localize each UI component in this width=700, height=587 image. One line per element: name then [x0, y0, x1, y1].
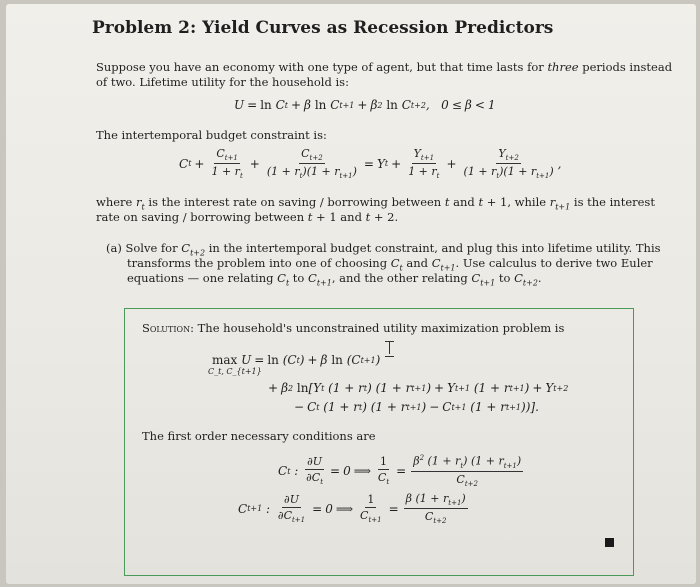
where-line-1: where $r_t$ is the interest rate on saving / borrowing between t and t + 1, while $r_{t+1}$ is the interest [96, 195, 655, 212]
document-page [6, 4, 696, 584]
foc-ct1: C t+1 : $\frac{\partial U}{\partial C_{t+1}}$ = 0 ⟹ $\frac{1}{C_{t+1}}$ = $\frac{\beta (1 + r_{t+1})}{C_{t+2}}$ [238, 492, 466, 526]
max-subscript: C_t, C_{t+1} [208, 367, 262, 376]
budget-constraint-equation: C t + $\frac{C_{t+1}}{1 + r_t}$ + $\frac{C_{t+2}}{(1 + r_t)(1 + r_{t+1})}$ = Y t + $\frac{Y_{t+1}}{1 + r_t}$ + $\frac{Y_{t+2}}{(1 + r_t)(1 + r_{t+1})}$ , [179, 147, 562, 181]
foc-ct: C t : $\frac{\partial U}{\partial C_t}$ = 0 ⟹ $\frac{1}{C_t}$ = $\frac{\beta^2 (1 + r_t) (1 + r_{t+1})}{C_{t+2}}$ [278, 454, 522, 489]
text-cursor-icon [385, 341, 394, 355]
qed-square-icon [605, 538, 614, 547]
solution-label: Solution: [142, 321, 194, 335]
max-line-2: + β 2 ln [Y t (1 + r t ) (1 + r t+1 ) + Y t+1 (1 + r t+1 ) + Y t+2 [268, 381, 569, 395]
max-line-3: − C t (1 + r t ) (1 + r t+1 ) − C t+1 (1 + r t+1 ))]. [294, 400, 539, 414]
problem-title: Problem 2: Yield Curves as Recession Predictors [92, 18, 554, 38]
max-line-1: max U = ln (C t ) + β ln (C t+1 ) [212, 353, 381, 367]
part-a-line-3: equations — one relating $C_t$ to $C_{t+1}$, and the other relating $C_{t+1}$ to $C_{t+2}$. [127, 271, 542, 288]
foc-label: The first order necessary conditions are [142, 429, 376, 443]
part-a-line-2: transforms the problem into one of choosing $C_t$ and $C_{t+1}$. Use calculus to derive two Euler [127, 256, 653, 273]
where-line-2: rate on saving / borrowing between t + 1 and t + 2. [96, 210, 399, 224]
utility-equation: U = ln C t + β ln C t+1 + β 2 ln C t+2 , 0 ≤ β < 1 [234, 98, 496, 112]
part-a-line-1: (a) Solve for $C_{t+2}$ in the intertemporal budget constraint, and plug this into lifetime utility. This [106, 241, 661, 258]
intro-line-1: Suppose you have an economy with one type of agent, but that time lasts for three periods instead [96, 60, 673, 74]
budget-label: The intertemporal budget constraint is: [96, 128, 327, 142]
solution-intro: Solution: The household's unconstrained utility maximization problem is [142, 321, 565, 335]
intro-line-2: of two. Lifetime utility for the household is: [96, 75, 349, 89]
